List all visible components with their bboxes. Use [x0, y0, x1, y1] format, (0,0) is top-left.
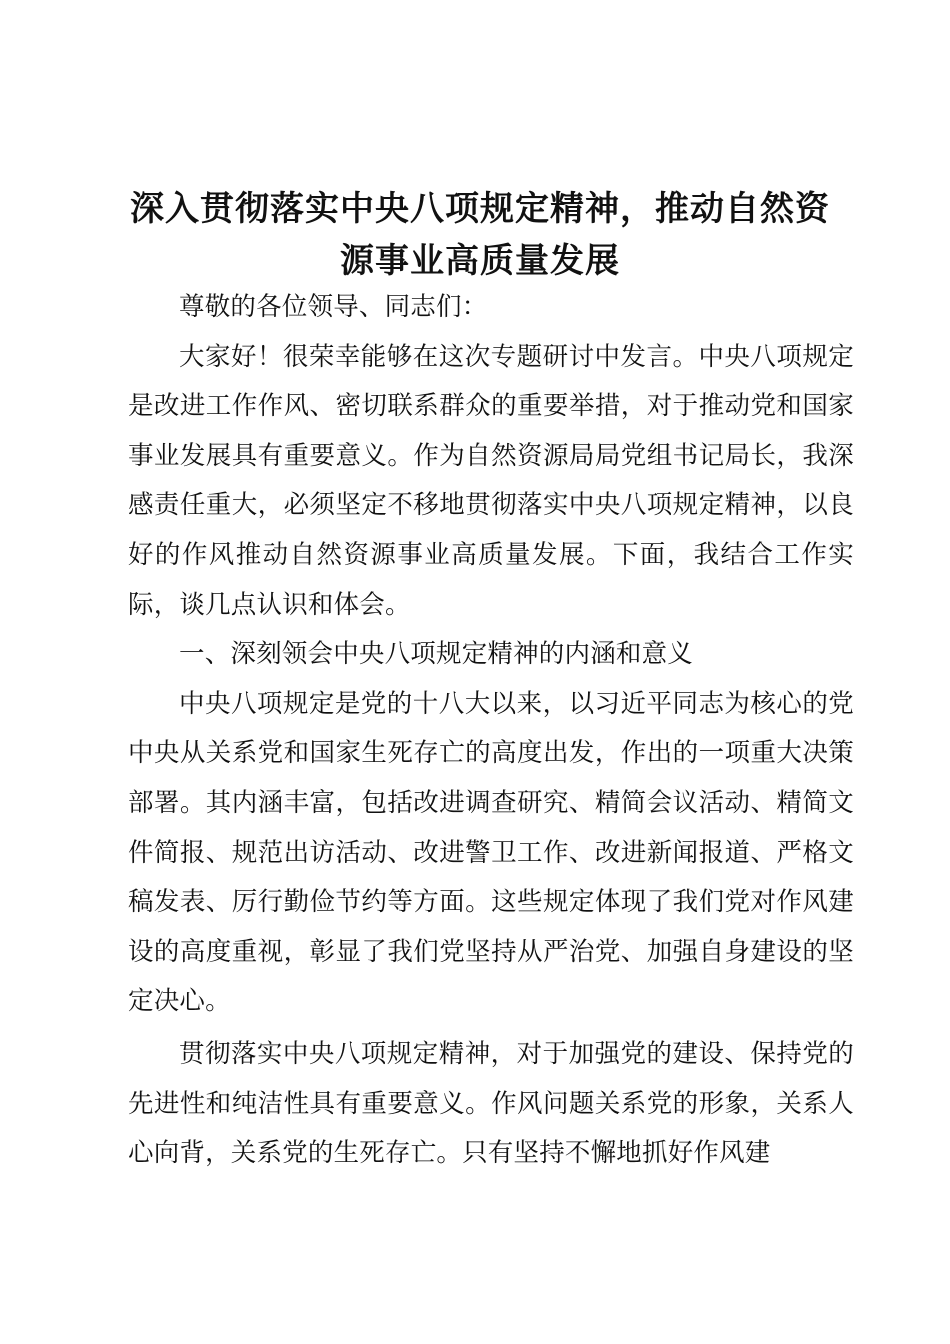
section-heading-1: 一、深刻领会中央八项规定精神的内涵和意义 [179, 639, 694, 670]
document-title [110, 183, 850, 287]
paragraph-significance: 贯彻落实中央八项规定精神，对于加强党的建设、保持党的先进性和纯洁性具有重要意义。作风问题关系党的形象，关系人心向背，关系党的生死存亡。只有坚持不懈地抓好作风建 [128, 1038, 854, 1169]
document-body [128, 283, 854, 1179]
title-line-1: 深入贯彻落实中央八项规定精神，推动自然资 [130, 189, 830, 229]
paragraph-intro: 大家好！很荣幸能够在这次专题研讨中发言。中央八项规定是改进工作作风、密切联系群众的重要举措，对于推动党和国家事业发展具有重要意义。作为自然资源局局党组书记局长，我深感责任重大，必须坚定不移地贯彻落实中央八项规定精神，以良好的作风推动自然资源事业高质量发展。下面，我结合工作实际，谈几点认识和体会。 [128, 341, 854, 620]
paragraph-section-1: 中央八项规定是党的十八大以来，以习近平同志为核心的党中央从关系党和国家生死存亡的高度出发，作出的一项重大决策部署。其内涵丰富，包括改进调查研究、精简会议活动、精简文件简报、规范出访活动、改进警卫工作、改进新闻报道、严格文稿发表、厉行勤俭节约等方面。这些规定体现了我们党对作风建设的高度重视，彰显了我们党坚持从严治党、加强自身建设的坚定决心。 [128, 688, 854, 1017]
salutation: 尊敬的各位领导、同志们： [179, 292, 488, 322]
title-line-2: 源事业高质量发展 [340, 241, 620, 281]
